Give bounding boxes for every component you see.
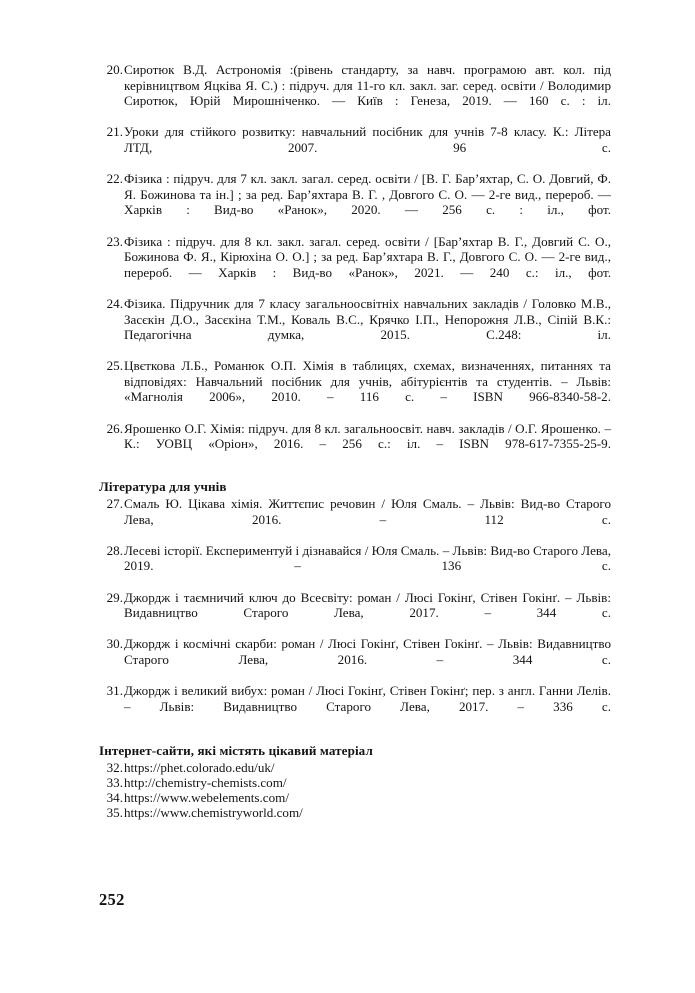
bibliography-entry <box>99 590 611 637</box>
bibliography-entry <box>99 234 611 296</box>
entry-number: 22. <box>106 171 123 187</box>
website-entry <box>99 775 611 790</box>
entry-text: Уроки для стійкого розвитку: навчальний посібник для учнів 7-8 класу. К.: Літера ЛТД, 2007. 96 с. <box>124 124 611 155</box>
entry-number: 35. <box>106 805 123 821</box>
bibliography-entry <box>99 296 611 358</box>
entry-number: 33. <box>106 774 123 790</box>
entry-number: 28. <box>106 542 123 558</box>
entry-text: Смаль Ю. Цікава хімія. Життєпис речовин / Юля Смаль. – Львів: Вид-во Старого Лева, 2016. – 112 с. <box>124 496 611 527</box>
section-heading-students-literature: Література для учнів <box>99 479 227 495</box>
entry-text: Фізика. Підручник для 7 класу загальноосвітніх навчальних закладів / Головко М.В., Засєкін Д.О., Засєкіна Т.М., Коваль В.С., Крячко І.П., Непорожня Л.В., Сіпій В.К.: Педагогічна думка, 2015. С.248: іл. <box>124 295 611 343</box>
entry-number: 34. <box>106 790 123 806</box>
section-heading-websites: Інтернет-сайти, які містять цікавий матеріал <box>99 742 373 758</box>
entry-text: Ярошенко О.Г. Хімія: підруч. для 8 кл. загальноосвіт. навч. закладів / О.Г. Ярошенко. – К.: УОВЦ «Оріон», 2016. – 256 с.: іл. – ISBN 978-617-7355-25-9. <box>124 420 611 452</box>
website-entry <box>99 805 611 820</box>
entry-number: 21. <box>106 124 123 140</box>
website-url[interactable]: https://phet.colorado.edu/uk/ <box>124 759 275 775</box>
entry-text: Фізика : підруч. для 8 кл. закл. загал. серед. освіти / [Бар’яхтар В. Г., Довгий С. О., Божинова Ф. Я., Кірюхіна О. О.] ; за ред. Бар’яхтара В. Г., Довгого С. О. — 2-ге вид., перероб. — Харків : Вид-во «Ранок», 2021. — 240 с.: іл., фот. <box>124 233 611 280</box>
website-entry <box>99 760 611 775</box>
website-url[interactable]: https://www.webelements.com/ <box>124 790 289 806</box>
entry-number: 26. <box>106 420 123 436</box>
entry-number: 23. <box>106 233 123 249</box>
entry-text: Фізика : підруч. для 7 кл. закл. загал. серед. освіти / [В. Г. Бар’яхтар, С. О. Довгий, Ф. Я. Божинова та ін.] ; за ред. Бар’яхтара В. Г. , Довгого С. О. — 2-ге вид., перероб. — Харків : Вид-во «Ранок», 2020. — 256 с. : іл., фот. <box>124 171 611 218</box>
entry-number: 24. <box>106 295 123 311</box>
bibliography-entry <box>99 171 611 233</box>
entry-text: Джордж і великий вибух: роман / Люсі Гокінґ, Стівен Гокінґ; пер. з англ. Ганни Лелів. – Львів: Видавництво Старого Лева, 2017. – 336 с. <box>124 683 611 714</box>
entry-text: Джордж і таємничий ключ до Всесвіту: роман / Люсі Гокінґ, Стівен Гокінґ. – Львів: Видавництво Старого Лева, 2017. – 344 с. <box>124 589 611 621</box>
bibliography-entry <box>99 124 611 171</box>
page-number: 252 <box>99 890 125 909</box>
website-entry <box>99 790 611 805</box>
website-url[interactable]: https://www.chemistryworld.com/ <box>124 805 303 821</box>
page-content <box>99 62 611 821</box>
entry-number: 25. <box>106 358 123 374</box>
entry-number: 30. <box>106 636 123 652</box>
bibliography-entry <box>99 62 611 124</box>
bibliography-entry <box>99 421 611 468</box>
website-url[interactable]: http://chemistry-chemists.com/ <box>124 774 287 790</box>
entry-number: 29. <box>106 589 123 605</box>
bibliography-entry <box>99 683 611 730</box>
entry-number: 20. <box>106 62 123 77</box>
entry-text: Джордж і космічні скарби: роман / Люсі Гокінґ, Стівен Гокінґ. – Львів: Видавництво Старого Лева, 2016. – 344 с. <box>124 636 611 667</box>
bibliography-entry <box>99 636 611 683</box>
bibliography-entry <box>99 543 611 590</box>
entry-number: 27. <box>106 496 123 512</box>
entry-text: Цвєткова Л.Б., Романюк О.П. Хімія в таблицях, схемах, визначеннях, питаннях та відповідях: Навчальний посібник для учнів, абітурієнтів та студентів. – Львів: «Магнолія 2006», 2010. – 116 с. – ISBN 966-8340-58-2. <box>124 358 611 405</box>
entry-text: Лесеві історії. Експериментуй і дізнавайся / Юля Смаль. – Львів: Вид-во Старого Лева, 2019. – 136 с. <box>124 542 611 574</box>
entry-text: Сиротюк В.Д. Астрономія :(рівень стандарту, за навч. програмою авт. кол. під керівництвом Яцківа Я. С.) : підруч. для 11-го кл. закл. заг. серед. освіти / Володимир Сиротюк, Юрій Мирошніченко. — Київ : Генеза, 2019. — 160 с. : іл. <box>124 62 611 109</box>
entry-number: 31. <box>106 683 123 699</box>
entry-number: 32. <box>106 759 123 775</box>
bibliography-entry <box>99 496 611 543</box>
bibliography-entry <box>99 358 611 420</box>
